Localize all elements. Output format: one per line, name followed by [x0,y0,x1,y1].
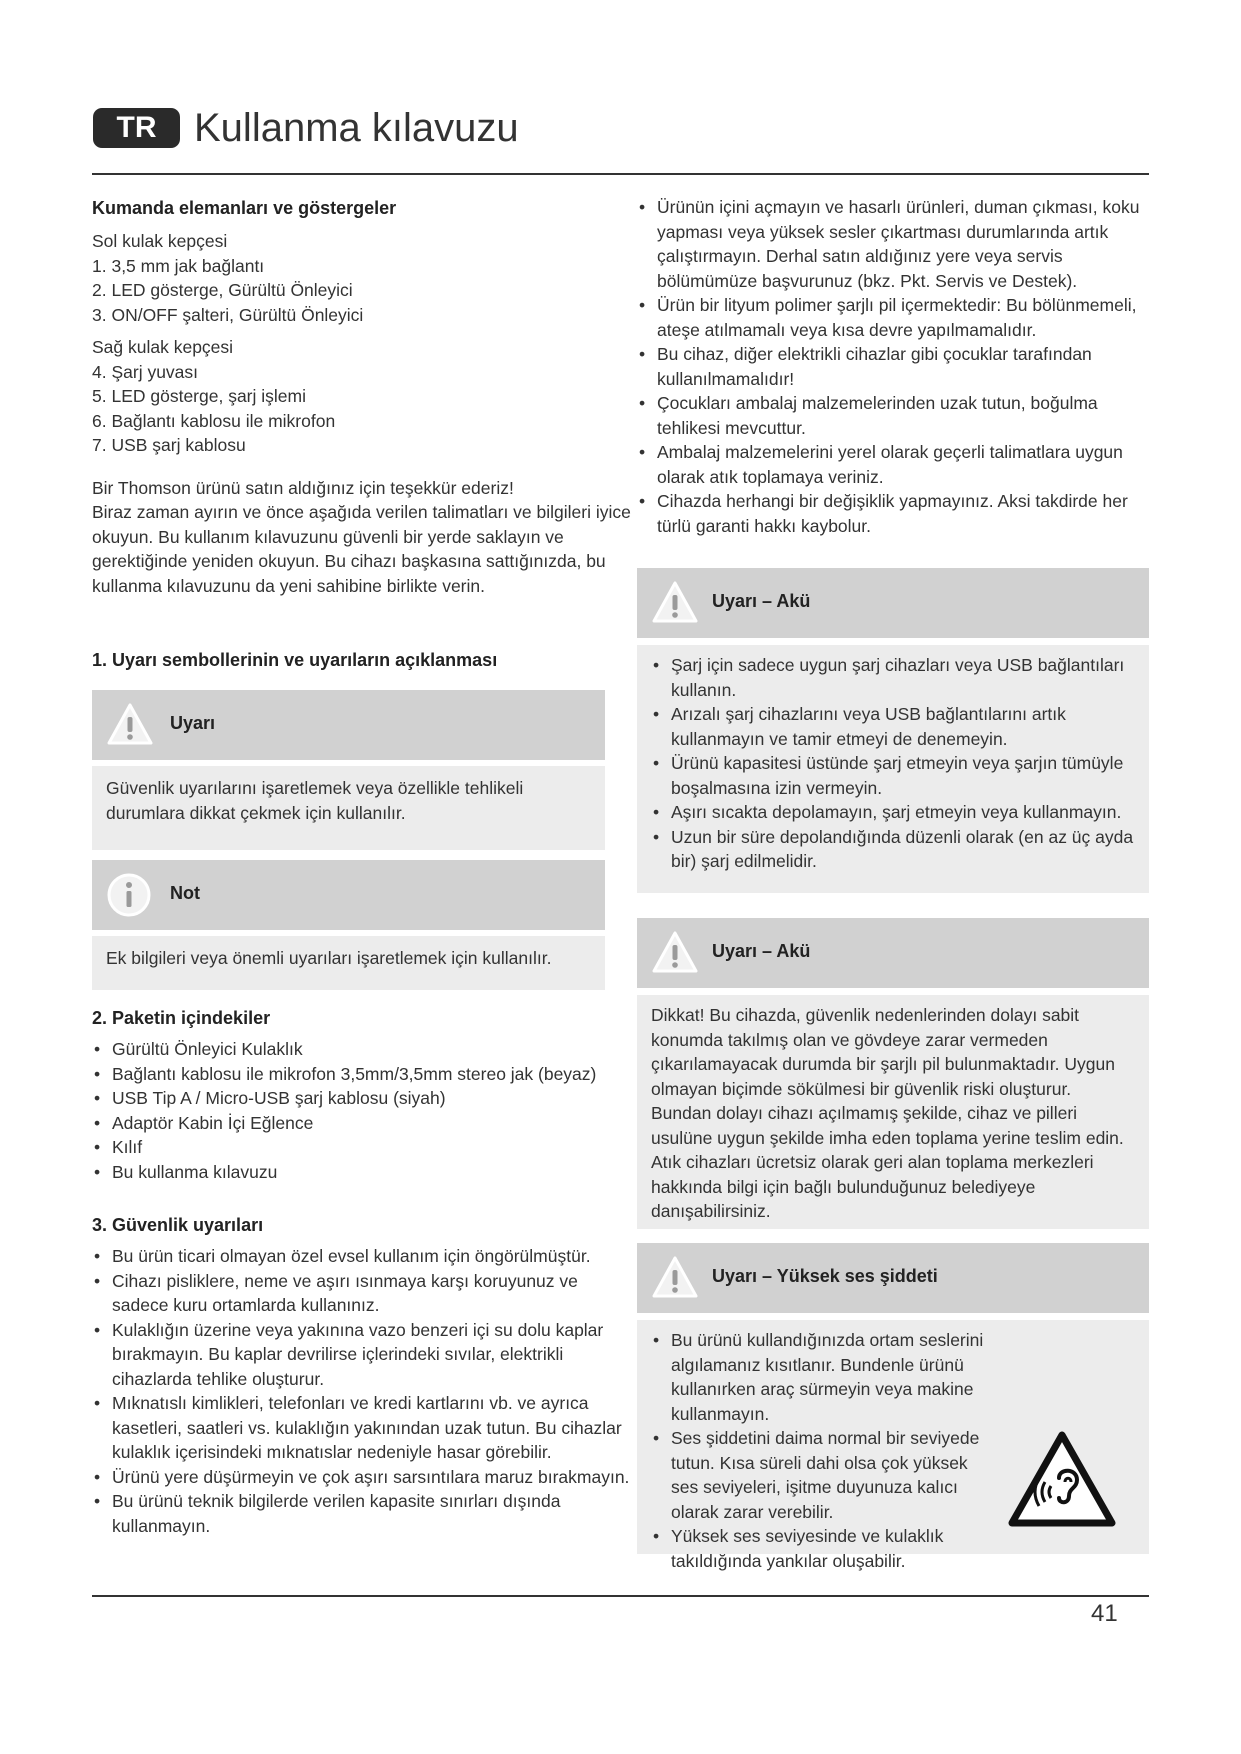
section3 [92,1212,637,1538]
battery-warning2-header [637,918,1149,988]
list-item: • Yüksek ses seviyesinde ve kulaklık takıldığında yankılar oluşabilir. [651,1524,991,1573]
control-item: 7. USB şarj kablosu [92,435,246,455]
control-item: 5. LED gösterge, şarj işlemi [92,386,306,406]
note-box-header [92,860,605,930]
battery-disposal-text: Dikkat! Bu cihazda, güvenlik nedenlerinden dolayı sabit konumda takılmış olan ve gövdeye zarar vermeden çıkarılamayacak durumda bir şarjlı pil bulunmaktadır. Uygun olmayan biçimde sökülmesi bir güvenlik riski oluşturur. Bundan dolayı cihazı açılmamış şekilde, cihaz ve pilleri usulüne uygun şekilde imha eden toplama yerine teslim edin. Atık cihazları ücretsiz olarak geri alan toplama merkezleri hakkında bilgi için bağlı bulunduğunuz belediyeye danışabilirsiniz. [651,1005,1124,1221]
list-item: • USB Tip A / Micro-USB şarj kablosu (siyah) [92,1086,652,1111]
section1 [92,647,652,673]
page-number: 41 [1091,1600,1118,1627]
info-circle-icon [106,872,152,918]
controls-heading: Kumanda elemanları ve göstergeler [92,198,397,218]
list-item: • Ürünün içini açmayın ve hasarlı ürünleri, duman çıkması, koku yapması veya yüksek sesler çıkartması durumlarında artık çalıştırmayın. Derhal satın aldığınız yere veya servis bölümümüze başvurunuz (bkz. Pkt. Servis ve Destek). [637,195,1147,293]
package-list [92,1037,652,1184]
note-box-body [92,936,605,990]
warning-title: Uyarı [170,713,216,733]
section2 [92,1005,652,1184]
section1-heading: 1. Uyarı sembollerinin ve uyarıların açıklanması [92,650,498,670]
list-item: • Uzun bir süre depolandığında düzenli olarak (en az üç ayda bir) şarj edilmelidir. [651,825,1135,874]
right-cup-title: Sağ kulak kepçesi [92,337,234,357]
warning-triangle-icon [651,1255,699,1299]
list-item: • Aşırı sıcakta depolamayın, şarj etmeyin veya kullanmayın. [651,800,1135,825]
list-item: • Bu ürünü teknik bilgilerde verilen kapasite sınırları dışında kullanmayın. [92,1489,637,1538]
hearing-warning-sign-icon [1007,1430,1117,1528]
right-cup-block [92,335,652,458]
warning-box-header [92,690,605,760]
list-item: • Şarj için sadece uygun şarj cihazları veya USB bağlantıları kullanın. [651,653,1135,702]
volume-warning-body [637,1320,1149,1571]
list-item: • Ambalaj malzemelerini yerel olarak geçerli talimatlara uygun olarak atık toplamaya veriniz. [637,440,1147,489]
list-item: • Kulaklığın üzerine veya yakınına vazo benzeri içi su dolu kaplar bırakmayın. Bu kaplar devrilirse içlerindeki sıvılar, elektrikli cihazlarda tehlike oluşturur. [92,1318,637,1392]
warning-triangle-icon [106,702,154,746]
list-item: • Cihazda herhangi bir değişiklik yapmayınız. Aksi takdirde her türlü garanti hakkı kaybolur. [637,489,1147,538]
warning-box-body [92,766,605,850]
battery-warning-title: Uyarı – Akü [712,591,811,611]
list-item: • Gürültü Önleyici Kulaklık [92,1037,652,1062]
list-item: • Bu kullanma kılavuzu [92,1160,652,1185]
warning-triangle-icon [651,580,699,624]
warning-text: Güvenlik uyarılarını işaretlemek veya özellikle tehlikeli durumlara dikkat çekmek için kullanılır. [106,778,524,823]
header-divider [92,173,1149,175]
footer-divider [92,1595,1149,1597]
list-item: • Adaptör Kabin İçi Eğlence [92,1111,652,1136]
battery-warning-header [637,568,1149,638]
battery-list [651,653,1135,874]
list-item: • Bu ürün ticari olmayan özel evsel kullanım için öngörülmüştür. [92,1244,637,1269]
control-item: 3. ON/OFF şalteri, Gürültü Önleyici [92,304,364,325]
list-item: • Arızalı şarj cihazlarını veya USB bağlantılarını artık kullanmayın ve tamir etmeyi de denemeyin. [651,702,1135,751]
safety-list [92,1244,637,1538]
intro-thanks: Bir Thomson ürünü satın aldığınız için teşekkür ederiz! [92,477,514,498]
right-top-block [637,195,1147,538]
list-item: • Bu ürünü kullandığınızda ortam seslerini algılamanız kısıtlanır. Bundenle ürünü kullanırken araç sürmeyin veya makine kullanmayın. [651,1328,991,1426]
left-cup-title: Sol kulak kepçesi [92,231,228,251]
note-text: Ek bilgileri veya önemli uyarıları işaretlemek için kullanılır. [106,948,552,968]
list-item: • Ürünü yere düşürmeyin ve çok aşırı sarsıntılara maruz bırakmayın. [92,1465,637,1490]
language-badge: TR [93,108,180,148]
list-item: • Ürün bir lityum polimer şarjlı pil içermektedir: Bu bölünmemeli, ateşe atılmamalı veya kısa devre yapılmamalıdır. [637,293,1147,342]
note-title: Not [170,883,200,903]
battery-warning-body [637,645,1149,893]
page-title: Kullanma kılavuzu [194,106,519,150]
control-item: 1. 3,5 mm jak bağlantı [92,255,265,276]
list-item: • Cihazı pisliklere, neme ve aşırı ısınmaya karşı koruyunuz ve sadece kuru ortamlarda kullanınız. [92,1269,637,1318]
control-item: 6. Bağlantı kablosu ile mikrofon [92,410,336,431]
intro-block [92,476,652,599]
volume-warning-title: Uyarı – Yüksek ses şiddeti [712,1266,938,1286]
section3-heading: 3. Güvenlik uyarıları [92,1215,264,1235]
list-item: • Bu cihaz, diğer elektrikli cihazlar gibi çocuklar tarafından kullanılmamalıdır! [637,342,1147,391]
volume-list [651,1328,991,1573]
battery-warning2-body [637,995,1149,1229]
intro-instructions: Biraz zaman ayırın ve önce aşağıda verilen talimatları ve bilgileri iyice okuyun. Bu kullanım kılavuzunu güvenli bir yerde saklayın ve gerektiğinde yeniden okuyun. Bu cihazı başkasına sattığınızda, bu kullanma kılavuzunu da yeni sahibine birlikte verin. [92,502,631,596]
list-item: • Çocukları ambalaj malzemelerinden uzak tutun, boğulma tehlikesi mevcuttur. [637,391,1147,440]
control-item: 4. Şarj yuvası [92,361,199,382]
left-column [92,195,652,598]
list-item: • Bağlantı kablosu ile mikrofon 3,5mm/3,5mm stereo jak (beyaz) [92,1062,652,1087]
volume-warning-header [637,1243,1149,1313]
left-cup-block [92,229,652,327]
warning-triangle-icon [651,930,699,974]
list-item: • Ürünü kapasitesi üstünde şarj etmeyin veya şarjın tümüyle boşalmasına izin vermeyin. [651,751,1135,800]
list-item: • Mıknatıslı kimlikleri, telefonları ve kredi kartlarını vb. ve ayrıca kasetleri, saatleri vs. kulaklığın yakınından uzak tutun. Bu cihazlar kulaklık içerisindeki mıknatıslar nedeniyle hasar görebilir. [92,1391,637,1465]
battery-warning2-title: Uyarı – Akü [712,941,811,961]
safety-list-continued [637,195,1147,538]
list-item: • Kılıf [92,1135,652,1160]
control-item: 2. LED gösterge, Gürültü Önleyici [92,280,353,300]
list-item: • Ses şiddetini daima normal bir seviyede tutun. Kısa süreli dahi olsa çok yüksek ses seviyeleri, işitme duyunuza kalıcı olarak zarar verebilir. [651,1426,991,1524]
section2-heading: 2. Paketin içindekiler [92,1008,271,1028]
